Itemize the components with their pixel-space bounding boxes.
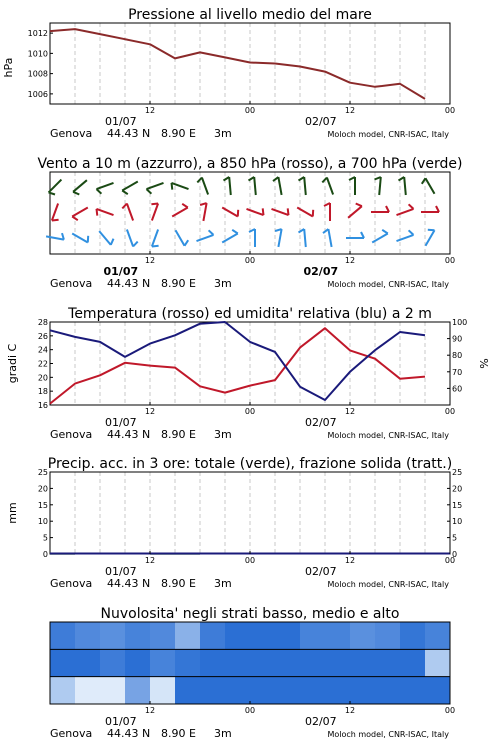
cloud-cell-alto (300, 622, 326, 649)
cloud-cell-basso (250, 677, 276, 704)
wind-vector-shaft (254, 177, 256, 195)
precip-y2-tick-label: 10 (452, 517, 463, 527)
cloud-cell-basso (50, 677, 76, 704)
precip-hour-label: 00 (444, 556, 456, 565)
cloud-cell-alto (250, 622, 276, 649)
temp-location-alt: 3m (214, 428, 232, 441)
wind-vector-barb (263, 208, 264, 215)
pressure-hour-label: 12 (144, 106, 156, 115)
cloud-cell-alto (400, 622, 426, 649)
precip-y-tick-label: 15 (37, 500, 48, 510)
wind-date-label: 02/07 (303, 265, 339, 278)
wind-vector-shaft (304, 177, 306, 195)
cloud-cell-alto (75, 622, 101, 649)
temp-hour-label: 00 (244, 407, 256, 416)
humidity-y2-tick-label: 80 (452, 351, 463, 361)
cloud-cell-alto (125, 622, 151, 649)
temp-date-label: 02/07 (304, 416, 337, 429)
cloud-cell-medio (325, 649, 351, 676)
temp-y-tick-label: 28 (37, 318, 48, 327)
temp-y-tick-label: 20 (37, 373, 48, 383)
pressure-date-label: 02/07 (304, 115, 337, 128)
cloud-cell-basso (175, 677, 201, 704)
precip-y-tick-label: 5 (42, 533, 48, 543)
wind-vector-shaft (397, 235, 414, 241)
wind-hour-label: 12 (144, 256, 156, 265)
pressure-hour-label: 12 (344, 106, 356, 115)
humidity-y2-tick-label: 70 (452, 367, 463, 377)
precip-y2-tick-label: 20 (452, 484, 463, 494)
precip-y2-tick-label: 15 (452, 500, 463, 510)
cloud-cell-medio (300, 649, 326, 676)
pressure-line (50, 29, 425, 99)
precip-hour-label: 12 (344, 556, 356, 565)
cloud-cell-alto (275, 622, 301, 649)
precip-y2-tick-label: 5 (452, 533, 458, 543)
wind-vector-barb (323, 229, 328, 233)
cloud-cell-alto (325, 622, 351, 649)
wind-vector-barb (172, 183, 173, 190)
cloud-cell-basso (125, 677, 151, 704)
wind-credit: Moloch model, CNR-ISAC, Italy (327, 280, 449, 289)
wind-vector-shaft (127, 230, 133, 247)
pressure-location-name: Genova (50, 127, 93, 140)
wind-vector-shaft (127, 204, 133, 221)
humidity-y2-tick-label: 100 (452, 318, 468, 327)
temp-y-tick-label: 18 (37, 387, 48, 397)
wind-vector-shaft (304, 229, 306, 247)
cloud-cell-medio (275, 649, 301, 676)
pressure-ylabel: hPa (2, 57, 15, 78)
wind-vector-barb (97, 209, 98, 216)
wind-hour-label: 00 (444, 256, 456, 265)
wind-vector-barb (147, 189, 152, 194)
wind-vector-shaft (328, 229, 331, 247)
wind-vector-barb (382, 230, 388, 234)
pressure-location-lon: 8.90 E (161, 127, 196, 140)
clouds-location-name: Genova (50, 727, 93, 740)
wind-vector-shaft (404, 177, 406, 195)
wind-vector-barb (151, 204, 158, 205)
wind-hour-label: 12 (344, 256, 356, 265)
precip-title: Precip. acc. in 3 ore: totale (verde), frazione solida (tratt.) (47, 456, 453, 472)
wind-vector-barb (209, 230, 214, 235)
temp-y-tick-label: 22 (37, 359, 48, 369)
precip-location-alt: 3m (214, 577, 232, 590)
wind-location-alt: 3m (214, 277, 232, 290)
pressure-title: Pressione al livello medio del mare (128, 7, 372, 23)
pressure-hour-label: 00 (444, 106, 456, 115)
temp-y-tick-label: 26 (37, 331, 48, 341)
wind-vector-shaft (49, 180, 62, 193)
cloud-cell-alto (375, 622, 401, 649)
temp-location-name: Genova (50, 428, 93, 441)
cloud-cell-medio (150, 649, 176, 676)
wind-vector-barb (224, 177, 230, 181)
wind-vector-shaft (247, 209, 264, 215)
wind-vector-shaft (426, 230, 435, 246)
wind-vector-barb (232, 230, 238, 234)
cloud-cell-basso (75, 677, 101, 704)
cloud-cell-basso (200, 677, 226, 704)
temp-hour-label: 00 (444, 407, 456, 416)
pressure-location-lat: 44.43 N (107, 127, 151, 140)
precip-y2-tick-label: 0 (452, 550, 458, 559)
wind-vector-shaft (172, 183, 189, 189)
pressure-y-tick-label: 1010 (27, 49, 48, 59)
cloud-cell-basso (100, 677, 126, 704)
temp-date-label: 01/07 (104, 416, 137, 429)
clouds-date-label: 02/07 (304, 715, 337, 728)
temp-y-tick-label: 16 (37, 401, 48, 410)
clouds-hour-label: 12 (144, 706, 156, 715)
wind-vector-shaft (97, 183, 114, 189)
wind-vector-shaft (278, 177, 281, 195)
clouds-location-alt: 3m (214, 727, 232, 740)
wind-vector-shaft (379, 177, 381, 195)
temp-y-tick-label: 24 (37, 345, 48, 355)
cloud-cell-alto (50, 622, 76, 649)
precip-location-lat: 44.43 N (107, 577, 151, 590)
wind-vector-barb (273, 177, 278, 181)
wind-vector-shaft (327, 178, 333, 195)
cloud-cell-basso (225, 677, 251, 704)
temp-title: Temperatura (rosso) ed umidita' relativa (blu) a 2 m (68, 306, 432, 322)
cloud-cell-medio (100, 649, 126, 676)
wind-vector-barb (288, 208, 289, 215)
precip-plot-frame (50, 472, 450, 554)
pressure-location-alt: 3m (214, 127, 232, 140)
wind-vector-shaft (272, 209, 289, 215)
wind-vector-barb (73, 192, 79, 195)
temp-location-lon: 8.90 E (161, 428, 196, 441)
cloud-cell-medio (250, 649, 276, 676)
cloud-cell-basso (150, 677, 176, 704)
wind-vector-shaft (229, 177, 231, 195)
wind-vector-shaft (147, 183, 164, 189)
cloud-cell-alto (150, 622, 176, 649)
precip-hour-label: 00 (244, 556, 256, 565)
clouds-hour-label: 00 (244, 706, 256, 715)
clouds-hour-label: 12 (344, 706, 356, 715)
cloud-cell-basso (275, 677, 301, 704)
pressure-y-tick-label: 1012 (27, 29, 48, 39)
wind-vector-shaft (46, 236, 64, 239)
cloud-cell-medio (200, 649, 226, 676)
precip-date-label: 02/07 (304, 565, 337, 578)
precip-credit: Moloch model, CNR-ISAC, Italy (327, 580, 449, 589)
wind-vector-barb (249, 177, 255, 181)
temp-ylabel: gradi C (6, 343, 19, 384)
humidity-y2-tick-label: 60 (452, 384, 463, 394)
wind-location-name: Genova (50, 277, 93, 290)
wind-hour-label: 00 (244, 256, 256, 265)
precip-date-label: 01/07 (104, 565, 137, 578)
cloud-cell-basso (300, 677, 326, 704)
wind-vector-barb (185, 240, 189, 246)
precip-ylabel: mm (6, 502, 19, 524)
precip-y-tick-label: 20 (37, 484, 48, 494)
pressure-date-label: 01/07 (104, 115, 137, 128)
cloud-cell-medio (50, 649, 76, 676)
wind-vector-barb (356, 204, 362, 207)
wind-vector-shaft (278, 229, 281, 247)
clouds-credit: Moloch model, CNR-ISAC, Italy (327, 730, 449, 739)
precip-y-tick-label: 0 (42, 550, 48, 559)
precip-y2-tick-label: 25 (452, 468, 463, 477)
cloud-cell-alto (350, 622, 376, 649)
cloud-cell-medio (125, 649, 151, 676)
wind-date-label: 01/07 (103, 265, 139, 278)
wind-vector-barb (152, 246, 159, 247)
clouds-title: Nuvolosita' negli strati basso, medio e alto (100, 606, 400, 622)
temperature-line (50, 328, 425, 403)
cloud-cell-alto (100, 622, 126, 649)
wind-vector-shaft (397, 209, 414, 215)
cloud-cell-basso (375, 677, 401, 704)
pressure-credit: Moloch model, CNR-ISAC, Italy (327, 130, 449, 139)
wind-vector-shaft (203, 203, 206, 221)
humidity-ylabel: % (478, 358, 491, 369)
clouds-location-lat: 44.43 N (107, 727, 151, 740)
cloud-cell-alto (200, 622, 226, 649)
cloud-cell-basso (325, 677, 351, 704)
wind-location-lon: 8.90 E (161, 277, 196, 290)
precip-location-lon: 8.90 E (161, 577, 196, 590)
cloud-cell-medio (425, 649, 451, 676)
wind-vector-shaft (176, 230, 185, 246)
wind-vector-shaft (99, 231, 111, 245)
cloud-cell-medio (350, 649, 376, 676)
wind-title: Vento a 10 m (azzurro), a 850 hPa (rosso), a 700 hPa (verde) (37, 156, 463, 172)
temp-hour-label: 12 (344, 407, 356, 416)
precip-location-name: Genova (50, 577, 93, 590)
wind-vector-barb (299, 177, 305, 181)
clouds-hour-label: 00 (444, 706, 456, 715)
pressure-y-tick-label: 1008 (27, 69, 48, 79)
cloud-cell-alto (425, 622, 451, 649)
cloud-cell-basso (425, 677, 451, 704)
pressure-y-tick-label: 1006 (27, 89, 48, 99)
pressure-hour-label: 00 (244, 106, 256, 115)
cloud-cell-medio (400, 649, 426, 676)
clouds-date-label: 01/07 (104, 715, 137, 728)
cloud-cell-alto (225, 622, 251, 649)
wind-vector-barb (182, 204, 188, 208)
wind-vector-shaft (97, 209, 114, 215)
temp-hour-label: 12 (144, 407, 156, 416)
wind-vector-barb (299, 229, 305, 233)
temp-location-lat: 44.43 N (107, 428, 151, 441)
precip-y-tick-label: 25 (37, 468, 48, 477)
cloud-cell-basso (400, 677, 426, 704)
precip-hour-label: 12 (144, 556, 156, 565)
wind-vector-barb (409, 204, 414, 209)
wind-vector-barb (399, 177, 405, 181)
precip-y-tick-label: 10 (37, 517, 48, 527)
wind-vector-barb (409, 230, 414, 235)
wind-vector-shaft (152, 230, 158, 247)
wind-vector-barb (133, 242, 138, 247)
cloud-cell-alto (175, 622, 201, 649)
cloud-cell-medio (225, 649, 251, 676)
clouds-location-lon: 8.90 E (161, 727, 196, 740)
cloud-cell-basso (350, 677, 376, 704)
cloud-cell-medio (375, 649, 401, 676)
temp-credit: Moloch model, CNR-ISAC, Italy (327, 431, 449, 440)
wind-vector-shaft (152, 204, 158, 221)
wind-vector-barb (52, 220, 59, 221)
wind-vector-shaft (197, 235, 214, 241)
cloud-cell-medio (75, 649, 101, 676)
wind-vector-barb (97, 189, 102, 194)
wind-vector-shaft (202, 178, 208, 195)
cloud-cell-medio (175, 649, 201, 676)
humidity-y2-tick-label: 90 (452, 334, 463, 344)
wind-location-lat: 44.43 N (107, 277, 151, 290)
wind-vector-shaft (52, 204, 58, 221)
wind-vector-barb (111, 239, 114, 245)
wind-vector-shaft (426, 178, 435, 194)
